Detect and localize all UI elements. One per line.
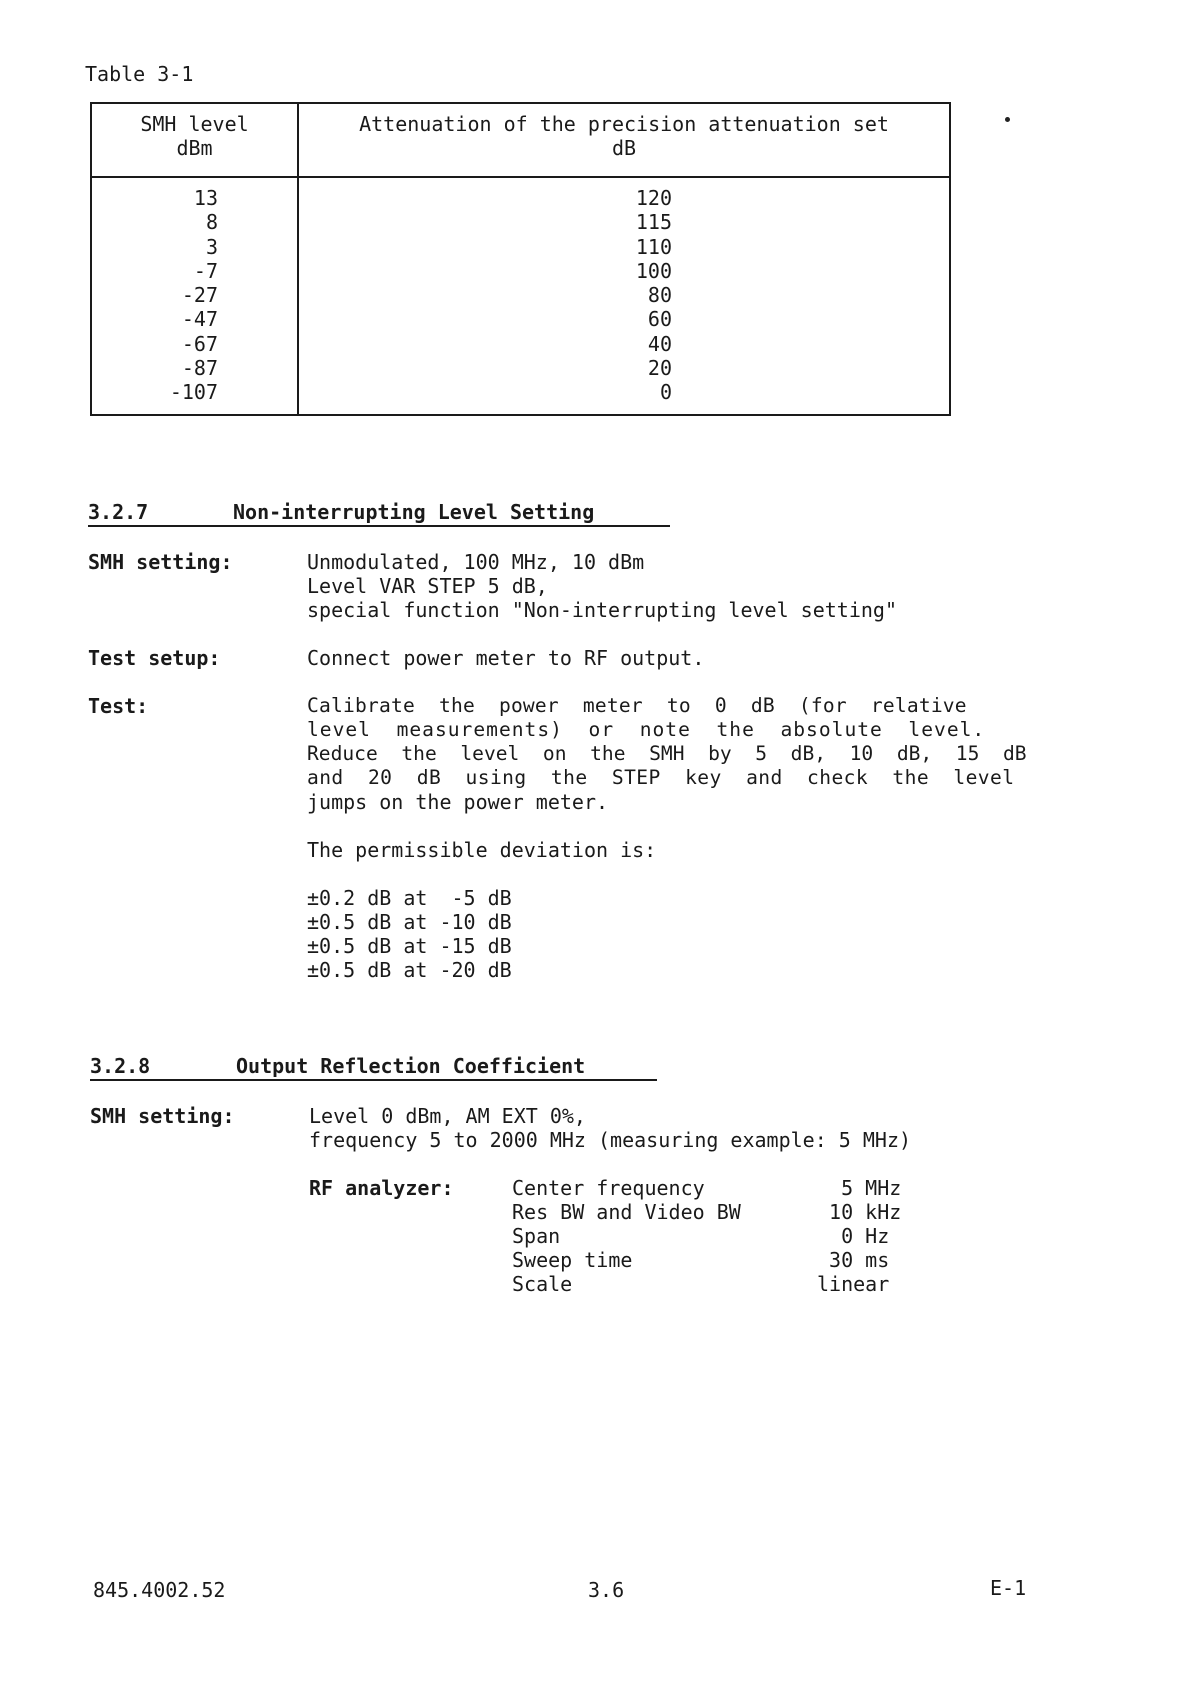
rf-param-value: 10 kHz xyxy=(817,1200,902,1224)
test-line-1: Calibrate the power meter to 0 dB (for relative xyxy=(307,694,967,717)
deviation-line: ±0.5 dB at -10 dB xyxy=(307,910,512,934)
smh-setting-328-line-1: Level 0 dBm, AM EXT 0%, xyxy=(309,1104,586,1128)
rf-analyzer-label: RF analyzer: xyxy=(309,1176,454,1200)
table-cell-atten: 0 xyxy=(659,380,672,405)
smh-setting-328-line-2: frequency 5 to 2000 MHz (measuring example: 5 MHz) xyxy=(309,1128,912,1152)
footer-page-number: 3.6 xyxy=(588,1578,625,1602)
test-line-5: jumps on the power meter. xyxy=(307,790,609,814)
table-header-divider xyxy=(92,176,949,178)
table-cell-atten: 40 xyxy=(647,331,672,356)
table-header-smh-level xyxy=(92,112,297,160)
table-cell-level: 8 xyxy=(205,210,218,235)
table-cell-level: 3 xyxy=(205,234,218,259)
table-cell-atten: 120 xyxy=(635,186,672,210)
test-label: Test: xyxy=(88,694,149,718)
test-line-4: and 20 dB using the STEP key and check the level xyxy=(307,766,1015,789)
table-column-attenuation xyxy=(572,186,672,405)
attenuation-table xyxy=(90,102,951,416)
smh-setting-line-2: Level VAR STEP 5 dB, xyxy=(307,574,548,598)
table-caption: Table 3-1 xyxy=(85,62,194,86)
table-cell-atten: 80 xyxy=(647,283,672,308)
table-cell-atten: 100 xyxy=(635,258,672,283)
test-setup-label: Test setup: xyxy=(88,646,221,670)
rf-param-name: Res BW and Video BW xyxy=(512,1200,741,1224)
deviation-line: ±0.5 dB at -15 dB xyxy=(307,934,512,958)
table-cell-atten: 110 xyxy=(635,234,672,259)
section-327-number: 3.2.7 xyxy=(88,500,149,524)
deviation-intro: The permissible deviation is: xyxy=(307,838,657,862)
table-cell-level: -7 xyxy=(193,258,218,283)
footer-edition: E-1 xyxy=(990,1576,1027,1600)
section-328-number: 3.2.8 xyxy=(90,1054,151,1078)
table-cell-atten: 115 xyxy=(635,210,672,235)
section-328-title: Output Reflection Coefficient xyxy=(236,1054,586,1078)
rf-param-name: Span xyxy=(512,1224,561,1248)
test-line-3: Reduce the level on the SMH by 5 dB, 10 dB, 15 dB xyxy=(307,742,1027,765)
header-left-line-1: SMH level xyxy=(140,112,249,136)
section-327-underline xyxy=(88,525,670,527)
header-right-line-1: Attenuation of the precision attenuation set xyxy=(359,112,889,136)
table-column-smh-level xyxy=(92,186,218,405)
table-cell-level: 13 xyxy=(193,186,218,210)
rf-param-name: Center frequency xyxy=(512,1176,705,1200)
table-cell-level: -87 xyxy=(181,356,218,381)
deviation-line: ±0.2 dB at -5 dB xyxy=(307,886,512,910)
test-line-2: level measurements) or note the absolute level. xyxy=(307,718,986,741)
test-setup-text: Connect power meter to RF output. xyxy=(307,646,705,670)
table-cell-level: -107 xyxy=(169,380,218,405)
table-header-attenuation xyxy=(299,112,949,160)
rf-param-value: 0 Hz xyxy=(817,1224,890,1248)
table-cell-level: -67 xyxy=(181,331,218,356)
smh-setting-line-1: Unmodulated, 100 MHz, 10 dBm xyxy=(307,550,645,574)
margin-mark xyxy=(1005,117,1010,122)
smh-setting-label-328: SMH setting: xyxy=(90,1104,235,1128)
section-327-title: Non-interrupting Level Setting xyxy=(233,500,595,524)
table-cell-atten: 20 xyxy=(647,356,672,381)
header-left-line-2: dBm xyxy=(176,136,213,160)
smh-setting-line-3: special function "Non-interrupting level setting" xyxy=(307,598,898,622)
section-328-underline xyxy=(90,1079,657,1081)
rf-param-name: Sweep time xyxy=(512,1248,633,1272)
rf-param-name: Scale xyxy=(512,1272,573,1296)
rf-param-value: linear xyxy=(817,1272,890,1296)
table-cell-level: -27 xyxy=(181,283,218,308)
header-right-line-2: dB xyxy=(611,136,637,160)
table-cell-atten: 60 xyxy=(647,307,672,332)
deviation-line: ±0.5 dB at -20 dB xyxy=(307,958,512,982)
rf-param-value: 30 ms xyxy=(817,1248,890,1272)
rf-param-value: 5 MHz xyxy=(817,1176,902,1200)
table-cell-level: -47 xyxy=(181,307,218,332)
footer-doc-number: 845.4002.52 xyxy=(93,1578,226,1602)
smh-setting-label: SMH setting: xyxy=(88,550,233,574)
